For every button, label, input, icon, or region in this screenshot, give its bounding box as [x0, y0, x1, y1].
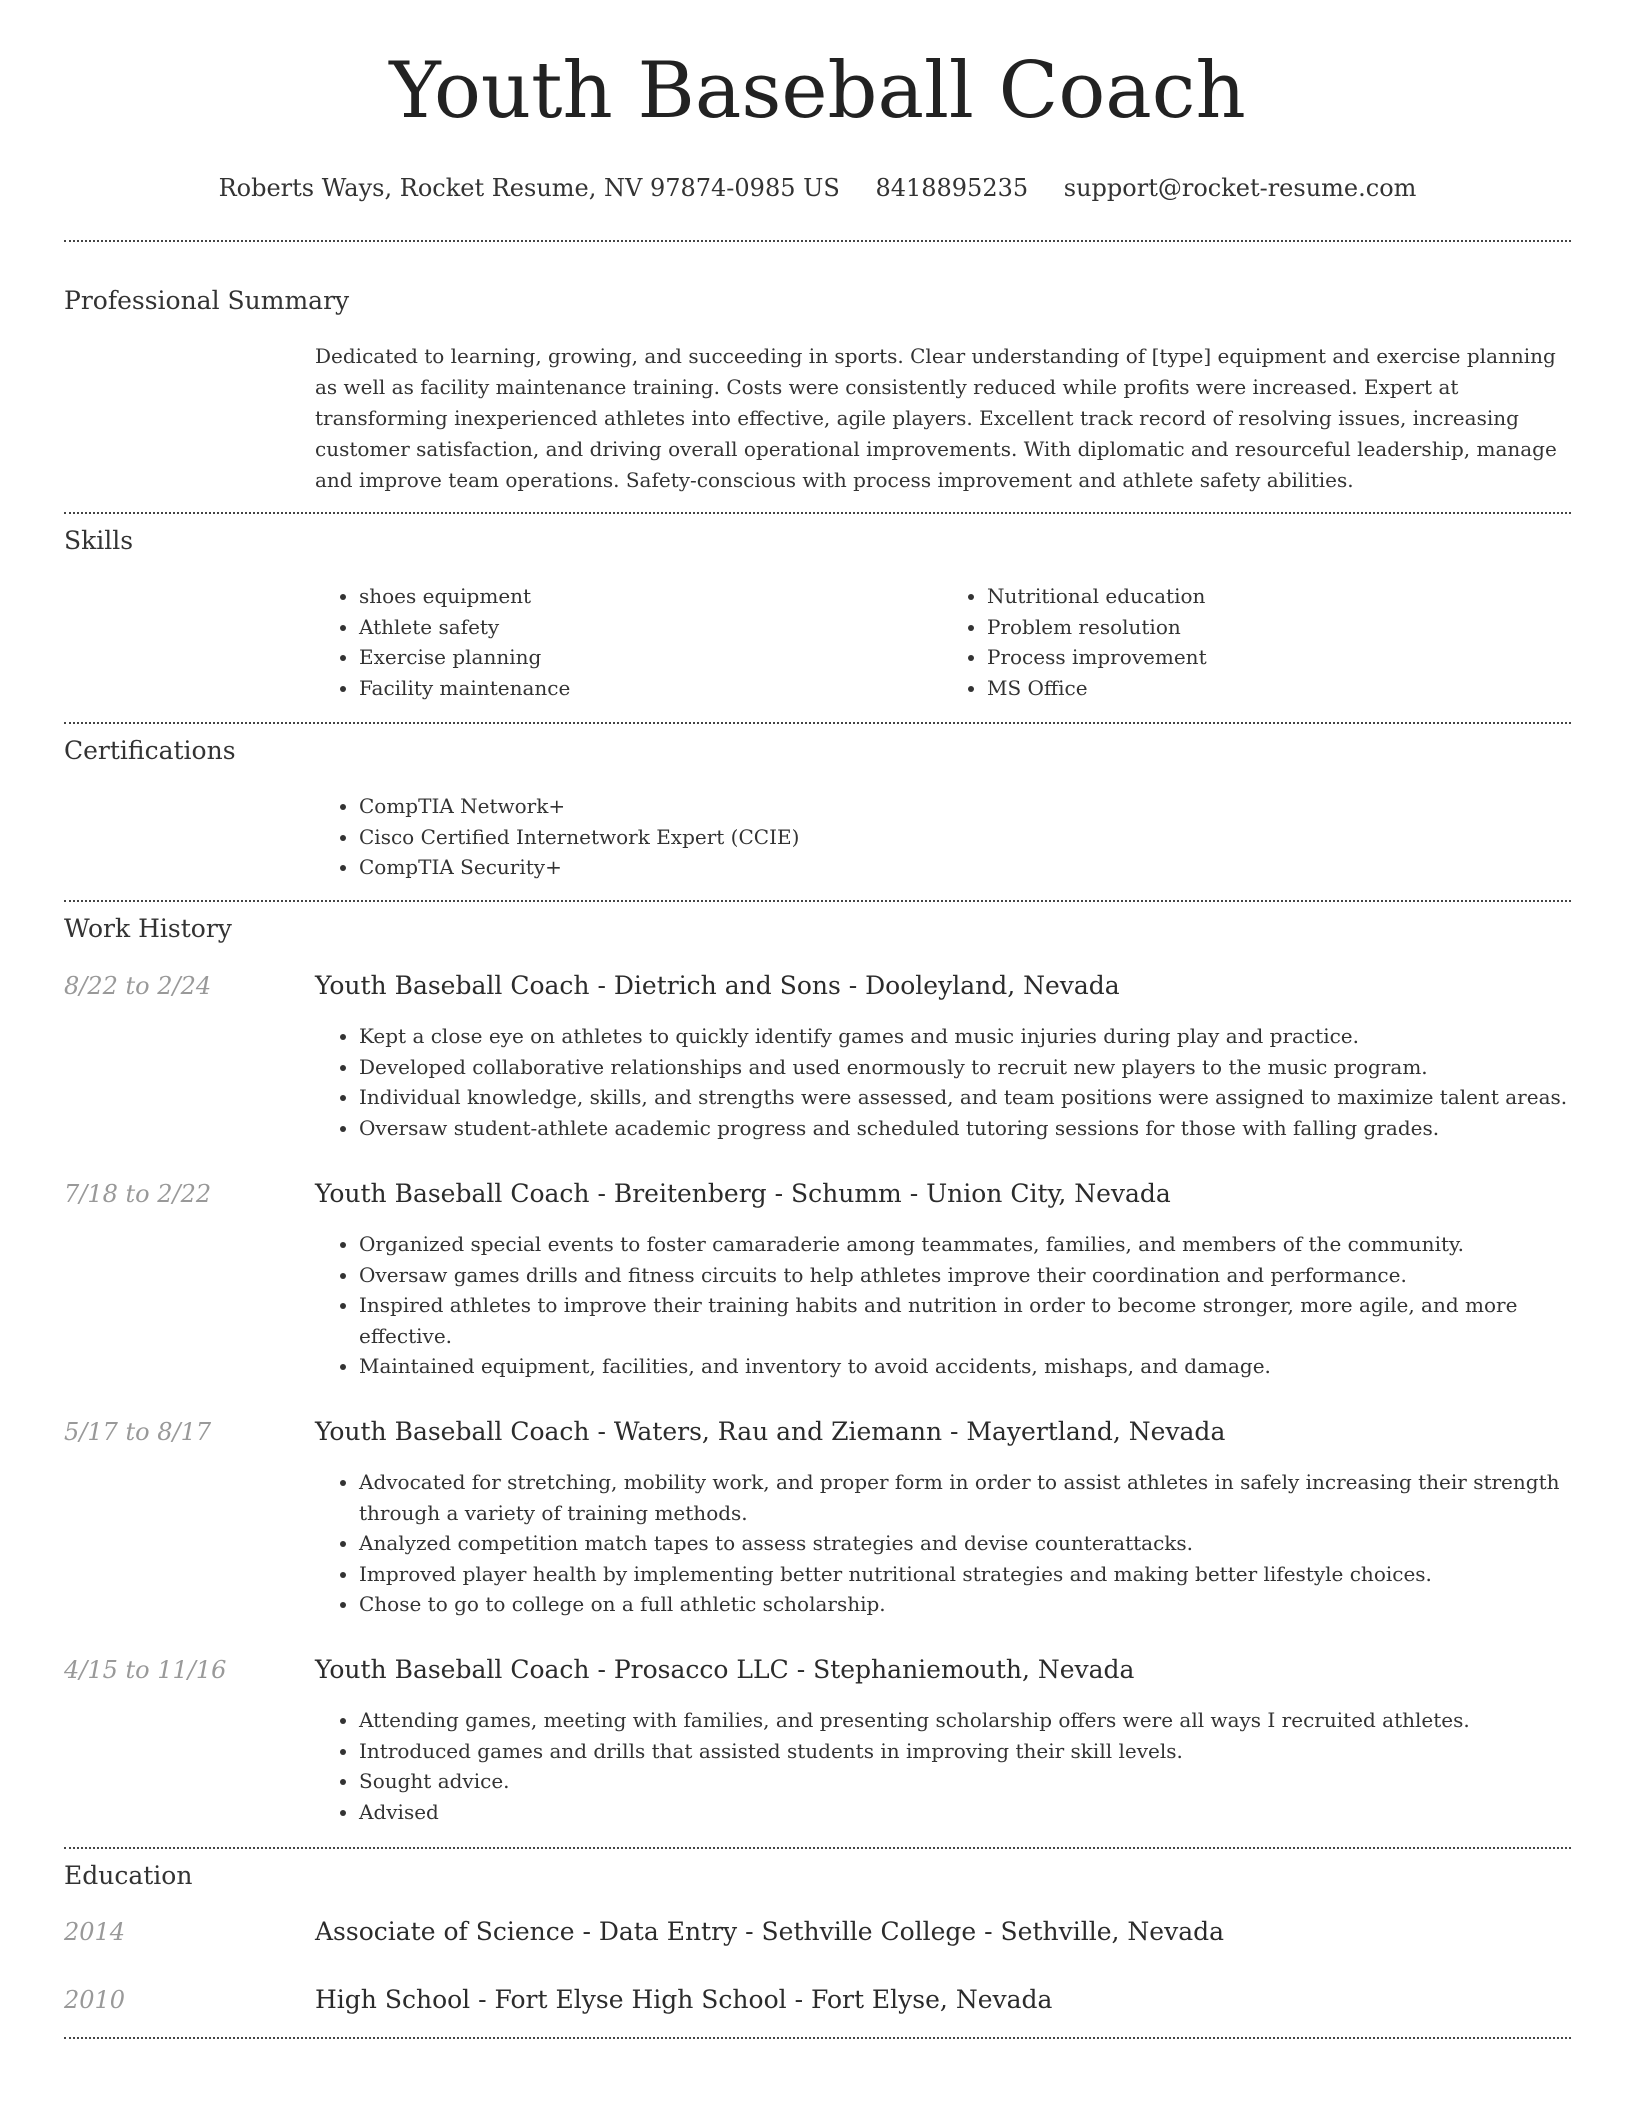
contact-phone: 8418895235	[875, 174, 1029, 202]
job-role: Youth Baseball Coach	[315, 1417, 590, 1446]
duty-item: • Introduced games and drills that assisted students in improving their skill levels.	[359, 1736, 1585, 1767]
education-school: - Sethville College - Sethville, Nevada	[737, 1917, 1225, 1946]
certifications-heading: Certifications	[64, 736, 236, 765]
summary-heading: Professional Summary	[64, 286, 350, 315]
divider	[64, 722, 1571, 724]
skills-list-left	[315, 581, 943, 703]
job-role: Youth Baseball Coach	[315, 1179, 590, 1208]
divider	[64, 1847, 1571, 1849]
resume-name: Youth Baseball Coach	[389, 46, 1246, 136]
certification-item: • Cisco Certified Internetwork Expert (CCIE)	[359, 822, 1571, 853]
certification-item: • CompTIA Security+	[359, 852, 1571, 883]
duty-item: • Maintained equipment, facilities, and inventory to avoid accidents, mishaps, and damage.	[359, 1351, 1585, 1382]
education-degree: High School	[315, 1985, 471, 2014]
education-year: 2014	[64, 1918, 126, 1946]
skill-item: • Process improvement	[987, 642, 1571, 673]
certifications-list	[315, 791, 1571, 883]
job-employer: - Waters, Rau and Ziemann - Mayertland, Nevada	[589, 1417, 1226, 1446]
certifications-block	[315, 791, 1571, 883]
job-employer: - Prosacco LLC - Stephaniemouth, Nevada	[589, 1655, 1135, 1684]
divider	[64, 240, 1571, 242]
job-dates: 5/17 to 8/17	[64, 1418, 212, 1446]
duty-item: • Developed collaborative relationships and used enormously to recruit new players to the music program.	[359, 1052, 1585, 1083]
skill-item: • Exercise planning	[359, 642, 943, 673]
contact-email: support@rocket-resume.com	[1063, 174, 1417, 202]
duty-item: • Advocated for stretching, mobility work, and proper form in order to assist athletes in safely increasing their strength through a variety of training methods.	[359, 1467, 1585, 1528]
duty-item: • Improved player health by implementing better nutritional strategies and making better lifestyle choices.	[359, 1559, 1585, 1590]
certification-item: • CompTIA Network+	[359, 791, 1571, 822]
job-duties	[315, 1229, 1585, 1382]
duty-item: • Oversaw student-athlete academic progress and scheduled tutoring sessions for those with falling grades.	[359, 1113, 1585, 1144]
skills-list-right	[943, 581, 1571, 703]
job-dates: 7/18 to 2/22	[64, 1180, 212, 1208]
duty-item: • Organized special events to foster camaraderie among teammates, families, and members of the community.	[359, 1229, 1585, 1260]
education-heading: Education	[64, 1861, 193, 1890]
duty-item: • Chose to go to college on a full athletic scholarship.	[359, 1589, 1585, 1620]
job-title	[315, 1655, 1134, 1684]
duty-item: • Kept a close eye on athletes to quickly identify games and music injuries during play and practice.	[359, 1021, 1585, 1052]
education-year: 2010	[64, 1986, 126, 2014]
job-duties	[315, 1021, 1585, 1143]
skill-item: • Nutritional education	[987, 581, 1571, 612]
job-role: Youth Baseball Coach	[315, 1655, 590, 1684]
skill-item: • Facility maintenance	[359, 673, 943, 704]
summary-text: Dedicated to learning, growing, and succeeding in sports. Clear understanding of [type] equipment and exercise planning as well as facility maintenance training. Costs were consistently reduced while profits were increased. Expert at transforming inexperienced athletes into effective, agile players. Excellent track record of resolving issues, increasing customer satisfaction, and driving overall operational improvements. With diplomatic and resourceful leadership, manage and improve team operations. Safety-conscious with process improvement and athlete safety abilities.	[315, 344, 1557, 492]
education-entry	[315, 1917, 1224, 1946]
job-dates: 4/15 to 11/16	[64, 1656, 227, 1684]
duty-item: • Oversaw games drills and fitness circuits to help athletes improve their coordination and performance.	[359, 1260, 1585, 1291]
skills-grid	[315, 581, 1571, 703]
education-degree: Associate of Science - Data Entry	[315, 1917, 738, 1946]
work-history-heading: Work History	[64, 914, 232, 943]
divider	[64, 900, 1571, 902]
skill-item: • shoes equipment	[359, 581, 943, 612]
duty-item: • Attending games, meeting with families, and presenting scholarship offers were all ways I recruited athletes.	[359, 1705, 1585, 1736]
skill-item: • MS Office	[987, 673, 1571, 704]
job-duties	[315, 1705, 1585, 1827]
skill-item: • Athlete safety	[359, 612, 943, 643]
education-school: - Fort Elyse High School - Fort Elyse, Nevada	[470, 1985, 1053, 2014]
skill-item: • Problem resolution	[987, 612, 1571, 643]
job-role: Youth Baseball Coach	[315, 971, 590, 1000]
education-entry	[315, 1985, 1052, 2014]
contact-line	[64, 174, 1571, 202]
job-employer: - Dietrich and Sons - Dooleyland, Nevada	[589, 971, 1120, 1000]
job-title	[315, 971, 1120, 1000]
contact-address: Roberts Ways, Rocket Resume, NV 97874-0985 US	[218, 174, 840, 202]
divider	[64, 512, 1571, 514]
duty-item: • Sought advice.	[359, 1766, 1585, 1797]
duty-item: • Inspired athletes to improve their training habits and nutrition in order to become stronger, more agile, and more effective.	[359, 1290, 1585, 1351]
duty-item: • Analyzed competition match tapes to assess strategies and devise counterattacks.	[359, 1528, 1585, 1559]
skills-heading: Skills	[64, 526, 134, 555]
job-duties	[315, 1467, 1585, 1620]
job-employer: - Breitenberg - Schumm - Union City, Nevada	[589, 1179, 1171, 1208]
job-dates: 8/22 to 2/24	[64, 972, 212, 1000]
job-title	[315, 1179, 1171, 1208]
duty-item: • Individual knowledge, skills, and strengths were assessed, and team positions were assigned to maximize talent areas.	[359, 1082, 1585, 1113]
job-title	[315, 1417, 1225, 1446]
duty-item: • Advised	[359, 1797, 1585, 1828]
divider	[64, 2037, 1571, 2039]
